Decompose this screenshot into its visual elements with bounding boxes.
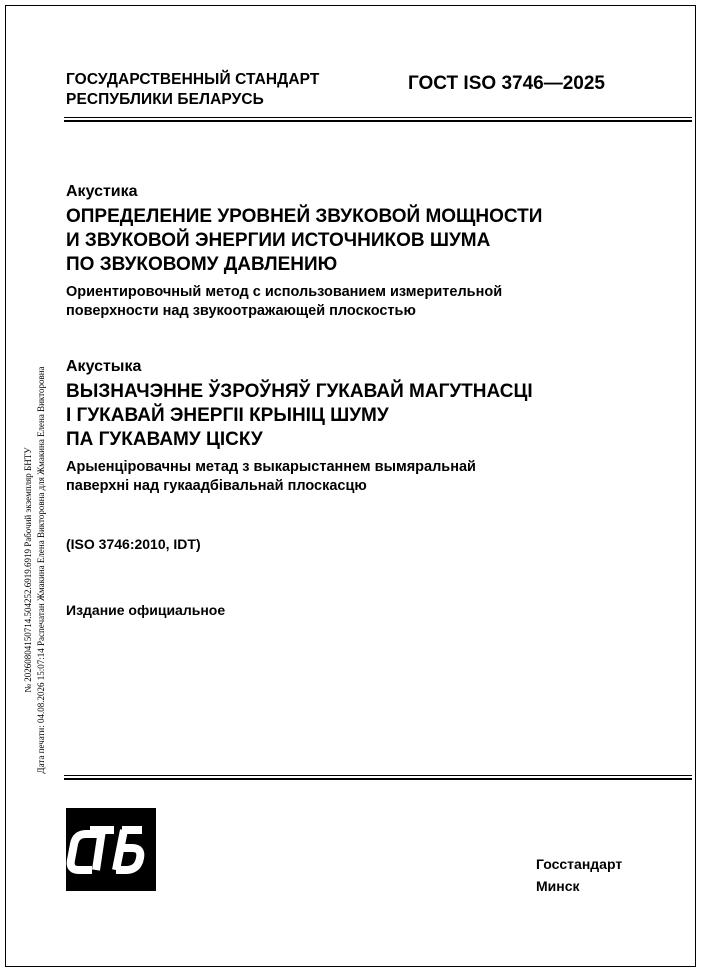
subtitle-line: паверхні над гукаадбівальнай плоскасцю <box>66 478 367 494</box>
main-title-russian <box>66 205 666 277</box>
subtitle-line: Ориентировочный метод с использованием измерительной <box>66 284 503 300</box>
title-block-belarusian <box>66 357 666 496</box>
main-title-belarusian <box>66 380 666 452</box>
publisher <box>536 853 622 897</box>
title-line: ПА ГУКАВАМУ ЦІСКУ <box>66 429 263 450</box>
print-stamp <box>22 270 50 870</box>
stamp-line-1: № 20260804150714.504252.6919.6919 Рабочий экземпляр БНТУ <box>23 447 33 693</box>
field-label-russian: Акустика <box>66 183 138 200</box>
stamp-line-2: Дата печати: 04.08.2026 15:07:14 Распечатан Жмакина Елена Викторовна для Жмакина Елена Викторовна <box>36 366 46 774</box>
subtitle-belarusian <box>66 458 666 496</box>
authority-line-2: РЕСПУБЛИКИ БЕЛАРУСЬ <box>66 91 264 108</box>
subtitle-line: Арыенціровачны метад з выкарыстаннем вымяральнай <box>66 459 476 475</box>
iso-reference: (ISO 3746:2010, IDT) <box>66 536 201 552</box>
title-line: І ГУКАВАЙ ЭНЕРГІІ КРЫНІЦ ШУМУ <box>66 405 389 426</box>
title-line: ОПРЕДЕЛЕНИЕ УРОВНЕЙ ЗВУКОВОЙ МОЩНОСТИ <box>66 206 543 227</box>
title-line: ПО ЗВУКОВОМУ ДАВЛЕНИЮ <box>66 254 338 275</box>
header-divider <box>64 117 692 122</box>
gosstandart-logo-icon <box>66 808 156 891</box>
issuing-authority <box>66 70 319 110</box>
title-line: ВЫЗНАЧЭННЕ ЎЗРОЎНЯЎ ГУКАВАЙ МАГУТНАСЦІ <box>66 381 533 402</box>
publisher-name: Госстандарт <box>536 856 623 872</box>
footer-divider <box>64 775 692 780</box>
field-label-belarusian: Акустыка <box>66 358 142 375</box>
subtitle-russian <box>66 283 666 321</box>
standard-designation: ГОСТ ISO 3746—2025 <box>408 73 605 94</box>
publisher-city: Минск <box>536 878 580 894</box>
subtitle-line: поверхности над звукоотражающей плоскостью <box>66 303 416 319</box>
title-block-russian <box>66 182 666 321</box>
title-line: И ЗВУКОВОЙ ЭНЕРГИИ ИСТОЧНИКОВ ШУМА <box>66 230 491 251</box>
edition-note: Издание официальное <box>66 602 226 618</box>
authority-line-1: ГОСУДАРСТВЕННЫЙ СТАНДАРТ <box>66 71 320 88</box>
